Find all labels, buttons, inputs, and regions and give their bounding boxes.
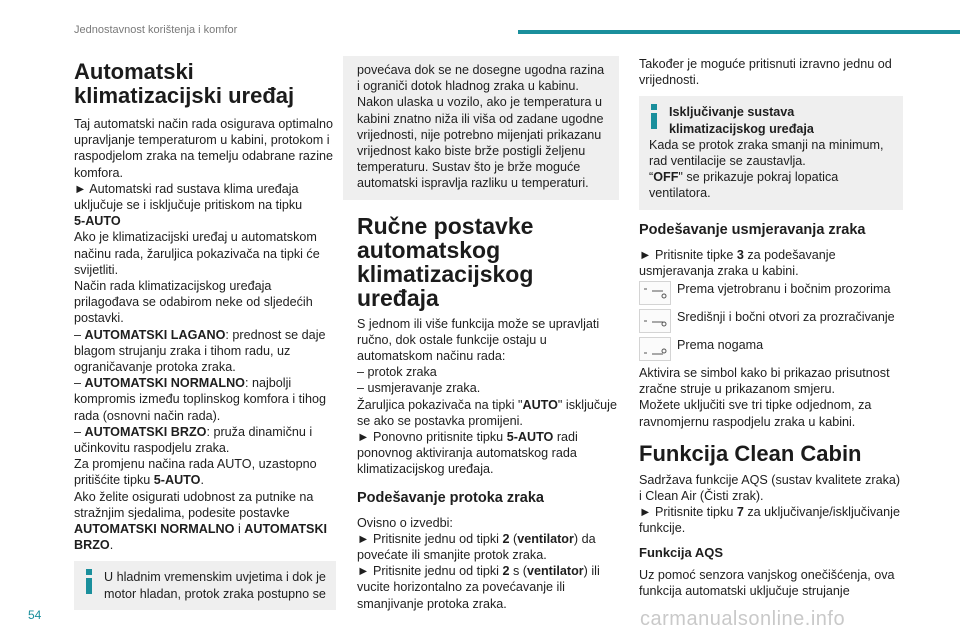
paragraph: Ako je klimatizacijski uređaj u automatskom načinu rada, žaruljica pokazivača na tipki će svijetliti.	[74, 230, 320, 277]
distribution-option-label: Središnji i bočni otvori za prozračivanje	[677, 310, 895, 325]
info-box-cold-weather	[74, 561, 336, 609]
distribution-option-center	[639, 309, 903, 333]
info-title: Isključivanje sustava klimatizacijskog uređaja	[669, 105, 814, 136]
subsection-title-air-flow: Podešavanje protoka zraka	[357, 489, 544, 506]
paragraph: S jednom ili više funkcija može se upravljati ručno, dok ostale funkcije ostaju u automatskom načinu rada:	[357, 316, 600, 364]
running-header: Jednostavnost korištenja i komfor	[74, 24, 238, 36]
section-title-auto-ac: Automatski klimatizacijski uređaj	[74, 59, 295, 108]
distribution-option-windscreen	[639, 281, 903, 305]
subsection-title-air-distribution: Podešavanje usmjeravanja zraka	[639, 221, 866, 238]
paragraph: Također je moguće pritisnuti izravno jednu od vrijednosti.	[639, 57, 892, 88]
paragraph: Ako želite osigurati udobnost za putnike na stražnjim sjedalima, podesite postavke AUTOMATSKI NORMALNO i AUTOMATSKI BRZO.	[74, 489, 328, 553]
paragraph: Žaruljica pokazivača na tipki "AUTO" isključuje se ako se postavka promijeni.	[357, 397, 617, 428]
distribution-option-label: Prema vjetrobranu i bočnim prozorima	[677, 282, 891, 297]
info-text: Kada se protok zraka smanji na minimum, rad ventilacije se zaustavlja.	[649, 137, 884, 169]
paragraph: Uz pomoć senzora vanjskog onečišćenja, ova funkcija automatski uključuje strujanje	[639, 567, 895, 599]
paragraph: ► Pritisnite tipku 7 za uključivanje/isključivanje funkcije.	[639, 505, 900, 536]
column-2	[357, 52, 619, 612]
paragraph: ► Pritisnite tipke 3 za podešavanje usmjeravanja zraka u kabini.	[639, 247, 836, 278]
column-3	[639, 56, 903, 599]
subsection-title-aqs: Funkcija AQS	[639, 544, 724, 560]
paragraph: ► Pritisnite jednu od tipki 2 s (ventilator) ili vucite horizontalno za povećavanje ili smanjivanje protoka zraka.	[357, 564, 600, 611]
center-vents-airflow-icon	[639, 309, 671, 333]
section-title-clean-cabin: Funkcija Clean Cabin	[639, 440, 862, 466]
paragraph: ► Automatski rad sustava klima uređaja uključuje se i isključuje pritiskom na tipku 5-AUTO	[74, 181, 303, 229]
info-text: U hladnim vremenskim uvjetima i dok je motor hladan, protok zraka postupno se	[104, 570, 326, 601]
list-item: – protok zraka	[357, 365, 437, 380]
info-text: povećava dok se ne dosegne ugodna razina i ograniči dotok hladnog zraka u kabinu. Nakon ulaska u vozilo, ako je temperatura u kabini znatno niža ili viša od zadane ugodne vrijednosti, nije potrebno mijenjati prikazanu vrijednost kako biste brže postigli željenu temperaturu. Sustav što je brže moguće automatski ispravlja razliku u temperaturi.	[357, 63, 605, 191]
distribution-option-label: Prema nogama	[677, 338, 764, 353]
option-item: – AUTOMATSKI BRZO: pruža dinamičnu i učinkovitu raspodjelu zraka.	[74, 424, 313, 456]
paragraph: Način rada klimatizacijskog uređaja prilagođava se odabirom neke od sljedećih postavki.	[74, 279, 313, 326]
info-box-ac-off	[639, 96, 903, 209]
option-item: – AUTOMATSKI NORMALNO: najbolji kompromis između toplinskog komfora i tihog rada (osnovni način rada).	[74, 376, 326, 423]
page-number: 54	[28, 608, 42, 622]
info-box-continued	[343, 56, 619, 200]
list-item: – usmjeravanje zraka.	[357, 381, 481, 396]
column-1	[74, 56, 336, 616]
distribution-option-feet	[639, 337, 903, 361]
option-item: – AUTOMATSKI LAGANO: prednost se daje blagom strujanju zraka i tihom radu, uz ograničavanje protoka zraka.	[74, 327, 326, 375]
paragraph: Aktivira se simbol kako bi prikazao prisutnost zračne struje u prikazanom smjeru.	[639, 366, 890, 397]
feet-airflow-icon	[639, 337, 671, 361]
paragraph: Taj automatski način rada osigurava optimalno upravljanje temperaturom u kabini, protokom i raspodjelom zraka na temelju odabrane razine komfora.	[74, 117, 334, 180]
windscreen-airflow-icon	[639, 281, 671, 305]
header-accent-bar	[518, 30, 960, 34]
info-icon	[649, 104, 659, 130]
section-title-manual-settings: Ručne postavke automatskog klimatizacijskog uređaja	[357, 212, 534, 311]
info-icon	[84, 569, 94, 595]
paragraph: Možete uključiti sve tri tipke odjednom, za ravnomjernu raspodjelu zraka u kabini.	[639, 398, 872, 429]
paragraph: ► Pritisnite jednu od tipki 2 (ventilator) da povećate ili smanjite protok zraka.	[357, 531, 596, 563]
info-text: “OFF" se prikazuje pokraj lopatica ventilatora.	[649, 170, 839, 201]
paragraph: ► Ponovno pritisnite tipku 5-AUTO radi ponovnog aktiviranja automatskog rada klimatizacijskog uređaja.	[357, 430, 578, 477]
paragraph: Ovisno o izvedbi:	[357, 515, 453, 530]
watermark: carmanualsonline.info	[640, 608, 846, 630]
paragraph: Sadržava funkcije AQS (sustav kvalitete zraka) i Clean Air (Čisti zrak).	[639, 472, 901, 504]
paragraph: Za promjenu načina rada AUTO, uzastopno pritišćite tipku 5-AUTO.	[74, 457, 317, 488]
